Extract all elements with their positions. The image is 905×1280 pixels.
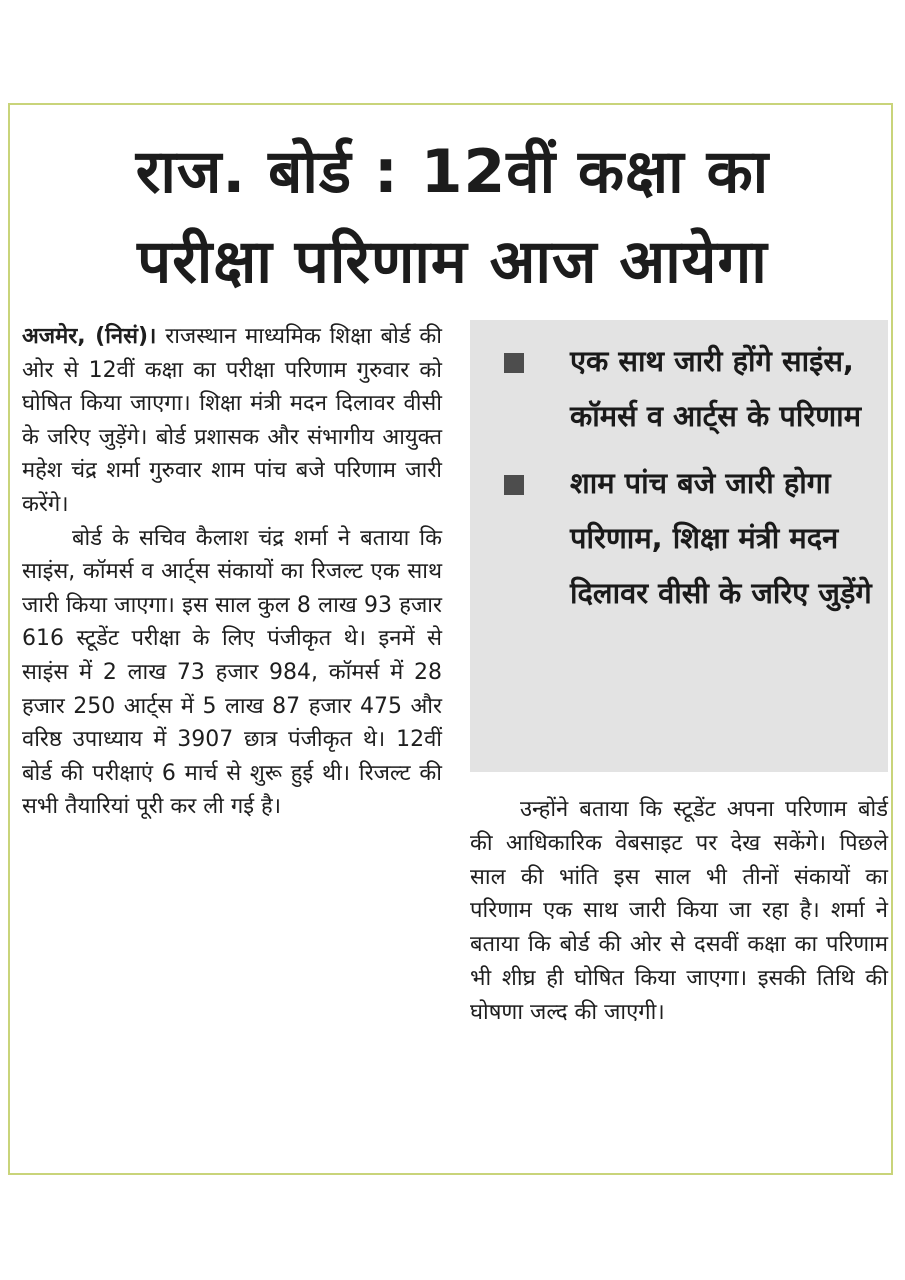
highlight-item xyxy=(504,456,876,621)
dateline: अजमेर, (निसं)। xyxy=(22,324,157,349)
article-paragraph-2: बोर्ड के सचिव कैलाश चंद्र शर्मा ने बताया कि साइंस, कॉमर्स व आर्ट्स संकायों का रिजल्ट एक साथ जारी किया जाएगा। इस साल कुल 8 लाख 93 हजार 616 स्टूडेंट परीक्षा के लिए पंजीकृत थे। इनमें से साइंस में 2 लाख 73 हजार 984, कॉमर्स में 28 हजार 250 आर्ट्स में 5 लाख 87 हजार 475 और वरिष्ठ उपाध्याय में 3907 छात्र पंजीकृत थे। 12वीं बोर्ड की परीक्षाएं 6 मार्च से शुरू हुई थी। रिजल्ट की सभी तैयारियां पूरी कर ली गई है। xyxy=(22,525,442,820)
square-bullet-icon xyxy=(504,353,524,373)
highlight-text-2: शाम पांच बजे जारी होगा परिणाम, शिक्षा मंत्री मदन दिलावर वीसी के जरिए जुड़ेंगे xyxy=(570,466,872,610)
headline-line-2: परीक्षा परिणाम आज आयेगा xyxy=(137,227,768,297)
article-left-column xyxy=(22,320,442,824)
article-paragraph-3: उन्होंने बताया कि स्टूडेंट अपना परिणाम बोर्ड की आधिकारिक वेबसाइट पर देख सकेंगे। पिछले साल की भांति इस साल भी तीनों संकायों का परिणाम एक साथ जारी किया जा रहा है। शर्मा ने बताया कि बोर्ड की ओर से दसवीं कक्षा का परिणाम भी शीघ्र ही घोषित किया जाएगा। इसकी तिथि की घोषणा जल्द की जाएगी। xyxy=(470,797,888,1025)
highlights-box xyxy=(470,320,888,772)
article-paragraph-1 xyxy=(22,320,442,522)
headline-line-1: राज. बोर्ड : 12वीं कक्षा का xyxy=(135,137,770,207)
news-clipping xyxy=(8,103,893,1175)
headline xyxy=(10,127,895,307)
article-paragraph-1-text: राजस्थान माध्यमिक शिक्षा बोर्ड की ओर से 12वीं कक्षा का परीक्षा परिणाम गुरुवार को घोषित किया जाएगा। शिक्षा मंत्री मदन दिलावर वीसी के जरिए जुड़ेंगे। बोर्ड प्रशासक और संभागीय आयुक्त महेश चंद्र शर्मा गुरुवार शाम पांच बजे परिणाम जारी करेंगे। xyxy=(22,324,443,517)
square-bullet-icon xyxy=(504,475,524,495)
highlight-item xyxy=(504,334,876,444)
highlight-text-1: एक साथ जारी होंगे साइंस, कॉमर्स व आर्ट्स के परिणाम xyxy=(570,344,862,433)
article-right-column xyxy=(470,793,888,1030)
